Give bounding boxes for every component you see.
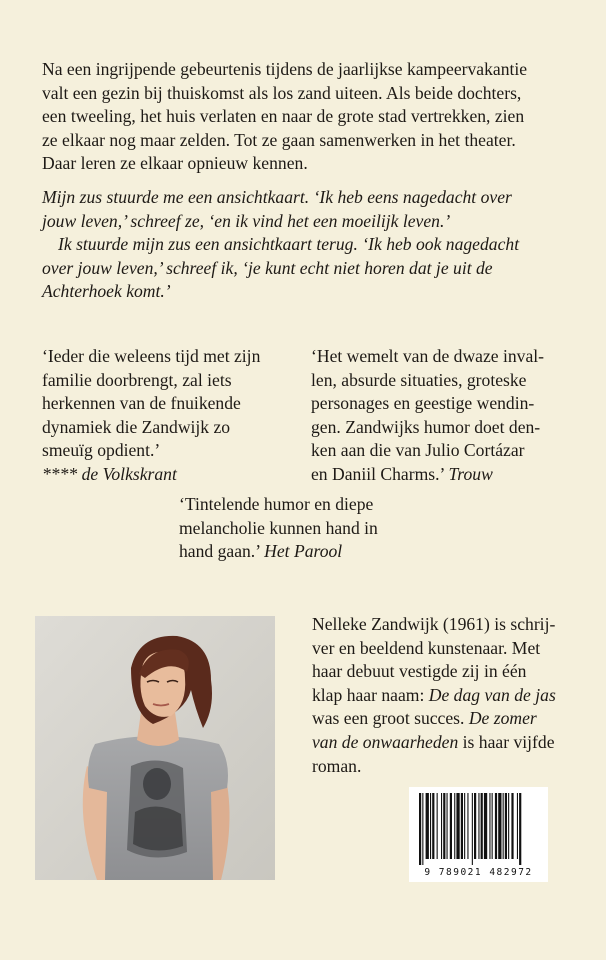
bio-line: klap haar naam: — [312, 684, 429, 705]
barcode-bar — [472, 793, 473, 865]
barcode-bar — [498, 793, 501, 859]
barcode-bar — [505, 793, 507, 859]
excerpt-line: Mijn zus stuurde me een ansichtkaart. ‘Ik heb eens nagedacht over — [42, 187, 512, 207]
isbn-barcode — [409, 787, 548, 882]
barcode-bar — [441, 793, 442, 859]
synopsis-line: ze elkaar nog maar zelden. Tot ze gaan samenwerken in het theater. — [42, 129, 516, 150]
barcode-bar — [461, 793, 463, 859]
book-title: De dag van de jas — [428, 684, 556, 705]
bio-line: ver en beeldend kunstenaar. Met — [312, 637, 541, 658]
excerpt-paragraph-1 — [42, 186, 582, 233]
bio-line: is haar vijfde — [458, 731, 555, 752]
synopsis-paragraph — [42, 58, 582, 176]
barcode-bar — [519, 793, 521, 865]
barcode-bar — [492, 793, 493, 859]
book-title: van de onwaarheden — [312, 731, 459, 752]
isbn-digits: 9 789021 482972 — [424, 867, 533, 878]
barcode-bar — [454, 793, 455, 859]
barcode-bar — [478, 793, 479, 859]
barcode-bar — [443, 793, 445, 859]
barcode-bar — [464, 793, 465, 859]
review-line: melancholie kunnen hand in — [179, 517, 378, 538]
barcode-bar — [484, 793, 487, 859]
author-bio — [312, 613, 574, 778]
barcode-bar — [489, 793, 490, 859]
excerpt-line: Ik stuurde mijn zus een ansichtkaart terug. ‘Ik heb ook nagedacht — [58, 234, 520, 255]
review-parool — [179, 493, 419, 564]
barcode-bar — [430, 793, 431, 859]
barcode-bar — [419, 793, 421, 865]
bio-line: Nelleke Zandwijk (1961) is schrij- — [312, 614, 556, 634]
excerpt-line: Achterhoek komt.’ — [42, 281, 171, 302]
book-title: De zomer — [468, 708, 537, 729]
review-line: dynamiek die Zandwijk zo — [42, 416, 231, 437]
barcode-bar — [422, 793, 423, 865]
review-line: familie doorbrengt, zal iets — [42, 369, 232, 390]
review-line: gen. Zandwijks humor doet den- — [311, 416, 541, 437]
barcode-bar — [474, 793, 476, 859]
review-line: en Daniil Charms.’ — [311, 463, 445, 484]
barcode-bar — [426, 793, 429, 859]
review-text — [311, 345, 571, 487]
bio-line: roman. — [312, 755, 362, 776]
barcode-bar — [450, 793, 452, 859]
review-trouw — [311, 345, 571, 487]
excerpt-paragraph-2 — [42, 233, 582, 304]
review-line: herkennen van de fnuikende — [42, 393, 241, 414]
barcode-bar — [517, 793, 518, 859]
review-line: personages en geestige wendin- — [311, 393, 535, 414]
barcode-bar — [481, 793, 483, 859]
synopsis-line: een tweeling, het huis verlaten en naar de grote stad vertrekken, zien — [42, 106, 525, 127]
bio-line: haar debuut vestigde zij in één — [312, 661, 527, 682]
review-text — [42, 345, 292, 487]
barcode-bar — [503, 793, 504, 859]
synopsis-line: valt een gezin bij thuiskomst als los zand uiteen. Als beide dochters, — [42, 82, 522, 103]
barcode-bar — [456, 793, 459, 859]
author-portrait-illustration — [35, 616, 275, 880]
barcode-bar — [437, 793, 438, 859]
review-text — [179, 493, 419, 564]
barcode-bar — [432, 793, 434, 859]
excerpt-line: over jouw leven,’ schreef ik, ‘je kunt echt niet horen dat je uit de — [42, 257, 493, 278]
bio-line: was een groot succes. — [312, 708, 465, 729]
synopsis-text — [42, 58, 582, 176]
barcode-bar — [467, 793, 468, 859]
review-line: smeuïg opdient.’ — [42, 440, 161, 461]
synopsis-line: Daar leren ze elkaar opnieuw kennen. — [42, 153, 308, 174]
review-source: Trouw — [448, 463, 493, 484]
synopsis-line: Na een ingrijpende gebeurtenis tijdens de jaarlijkse kampeervakantie — [42, 59, 528, 79]
barcode-bar — [508, 793, 509, 859]
barcode-bars — [409, 787, 548, 867]
review-line: ‘Tintelende humor en diepe — [179, 494, 374, 514]
review-source: Het Parool — [264, 541, 343, 562]
review-volkskrant — [42, 345, 292, 487]
review-line: ‘Het wemelt van de dwaze inval- — [311, 346, 545, 366]
barcode-bar — [495, 793, 497, 859]
review-line: ken aan die van Julio Cortázar — [311, 440, 525, 461]
review-source: **** de Volkskrant — [42, 463, 177, 484]
author-photo — [35, 616, 275, 880]
review-line: ‘Ieder die weleens tijd met zijn — [42, 346, 261, 366]
barcode-bar — [447, 793, 448, 859]
bio-text — [312, 613, 574, 778]
excerpt-line: jouw leven,’ schreef ze, ‘en ik vind het een moeilijk leven.’ — [42, 210, 451, 231]
review-line: len, absurde situaties, groteske — [311, 369, 527, 390]
review-line: hand gaan.’ — [179, 541, 260, 562]
barcode-bar — [511, 793, 513, 859]
story-excerpt — [42, 186, 582, 304]
